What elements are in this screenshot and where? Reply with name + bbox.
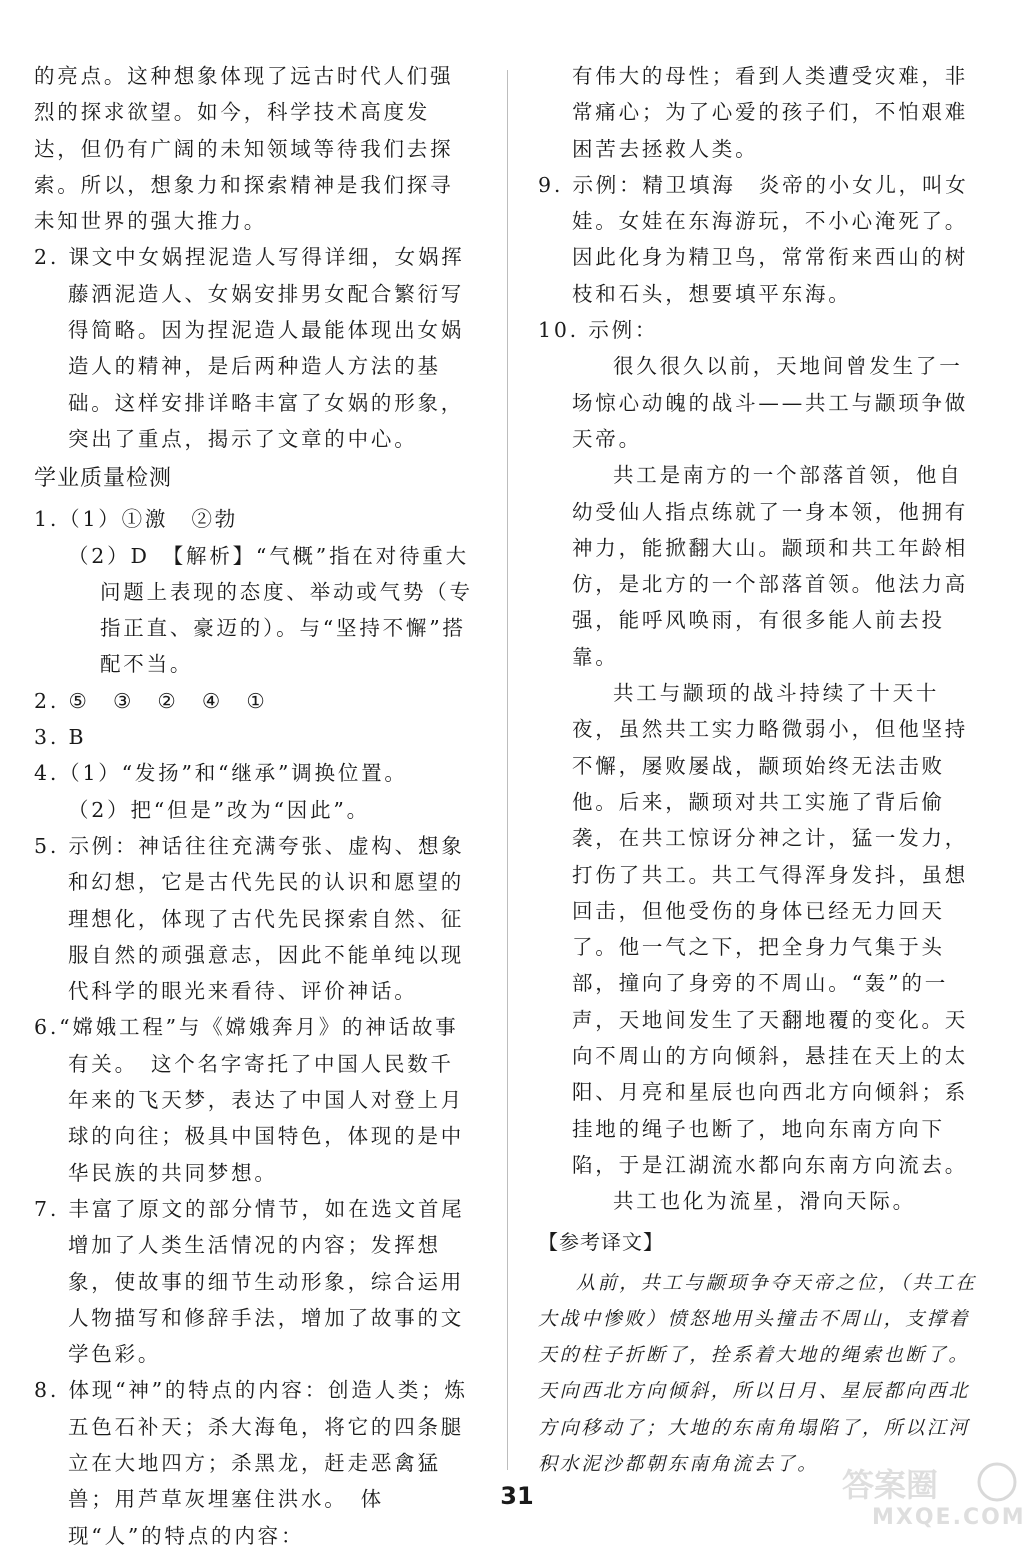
question-4-part-2: （2）把“但是”改为“因此”。 xyxy=(68,797,370,822)
question-10-paragraph-1: 很久很久以前，天地间曾发生了一场惊心动魄的战斗——共工与颛顼争做天帝。 xyxy=(572,354,969,451)
question-1-part-1: 1.（1）①激 ②勃 xyxy=(34,507,239,532)
question-10-paragraph-2: 共工是南方的一个部落首领，他自幼受仙人指点练就了一身本领，他拥有神力，能掀翻大山。颛顼和共工年龄相仿，是北方的一个部落首领。他法力高强，能呼风唤雨，有很多能人前去投靠。 xyxy=(572,463,969,669)
answer-item-2: 2. 课文中女娲捏泥造人写得详细，女娲挥藤洒泥造人、女娲安排男女配合繁衍写得简略。因为捏泥造人最能体现出女娲造人的精神，是后两种造人方法的基础。这样安排详略丰富了女娲的形象，突出了重点，揭示了文章的中心。 xyxy=(34,245,465,451)
left-column xyxy=(34,58,474,1554)
question-10-label: 10. 示例： xyxy=(538,318,659,343)
question-9: 9. 示例：精卫填海 炎帝的小女儿，叫女娃。女娃在东海游玩，不小心淹死了。因此化身为精卫鸟，常常衔来西山的树枝和石头，想要填平东海。 xyxy=(538,172,969,306)
question-7: 7. 丰富了原文的部分情节，如在选文首尾增加了人类生活情况的内容；发挥想象，使故事的细节生动形象，综合运用人物描写和修辞手法，增加了故事的文学色彩。 xyxy=(34,1196,465,1367)
question-2: 2. ⑤ ③ ② ④ ① xyxy=(34,688,268,713)
question-6: 6.“嫦娥工程”与《嫦娥奔月》的神话故事有关。 这个名字寄托了中国人民数千年来的飞天梦，表达了中国人对登上月球的向往；极具中国特色，体现的是中华民族的共同梦想。 xyxy=(34,1015,465,1185)
watermark-logo xyxy=(832,1460,1027,1530)
reference-translation-title: 【参考译文】 xyxy=(538,1229,664,1254)
question-10-paragraph-4: 共工也化为流星，滑向天际。 xyxy=(613,1189,916,1214)
question-3: 3. B xyxy=(34,725,87,750)
question-5: 5. 示例：神话往往充满夸张、虚构、想象和幻想，它是古代先民的认识和愿望的理想化，体现了古代先民探索自然、征服自然的顽强意志，因此不能单纯以现代科学的眼光来看待、评价神话。 xyxy=(34,833,465,1004)
right-column xyxy=(538,58,978,1483)
question-1-part-2: （2）D 【解析】“气概”指在对待重大问题上表现的态度、举动或气势（专指正直、豪迈的）。与“坚持不懈”搭配不当。 xyxy=(68,543,473,677)
svg-text:MXQE.COM: MXQE.COM xyxy=(872,1505,1026,1530)
question-4-part-1: 4.（1）“发扬”和“继承”调换位置。 xyxy=(34,761,408,786)
reference-translation-text: 从前，共工与颛顼争夺天帝之位，（共工在大战中惨败）愤怒地用头撞击不周山，支撑着天的柱子折断了，拴系着大地的绳索也断了。天向西北方向倾斜，所以日月、星辰都向西北方向移动了；大地的东南角塌陷了，所以江河积水泥沙都朝东南角流去了。 xyxy=(538,1272,977,1475)
watermark-icon xyxy=(832,1460,1027,1530)
question-8: 8. 体现“神”的特点的内容：创造人类；炼五色石补天；杀大海龟，将它的四条腿立在大地四方；杀黑龙，赶走恶禽猛兽；用芦草灰埋塞住洪水。 体现“人”的特点的内容： xyxy=(34,1378,468,1548)
svg-text:答案圈: 答案圈 xyxy=(842,1466,939,1504)
question-8-continued: 有伟大的母性；看到人类遭受灾难，非常痛心；为了心爱的孩子们，不怕艰难困苦去拯救人类。 xyxy=(572,64,969,161)
section-heading: 学业质量检测 xyxy=(34,466,173,492)
page-number: 31 xyxy=(500,1482,534,1510)
question-10-paragraph-3: 共工与颛顼的战斗持续了十天十夜，虽然共工实力略微弱小，但他坚持不懈，屡败屡战，颛顼始终无法击败他。后来，颛顼对共工实施了背后偷袭，在共工惊讶分神之计，猛一发力，打伤了共工。共工气得浑身发抖，虽想回击，但他受伤的身体已经无力回天了。他一气之下，把全身力气集于头部，撞向了身旁的不周山。“轰”的一声，天地间发生了天翻地覆的变化。天向不周山的方向倾斜，悬挂在天上的太阳、月亮和星辰也向西北方向倾斜；系挂地的绳子也断了，地向东南方向下陷，于是江湖流水都向东南方向流去。 xyxy=(572,681,969,1177)
column-divider xyxy=(507,70,508,1470)
paragraph-continued: 的亮点。这种想象体现了远古时代人们强烈的探求欲望。如今，科学技术高度发达，但仍有广阔的未知领域等待我们去探索。所以，想象力和探索精神是我们探寻未知世界的强大推力。 xyxy=(34,64,454,234)
